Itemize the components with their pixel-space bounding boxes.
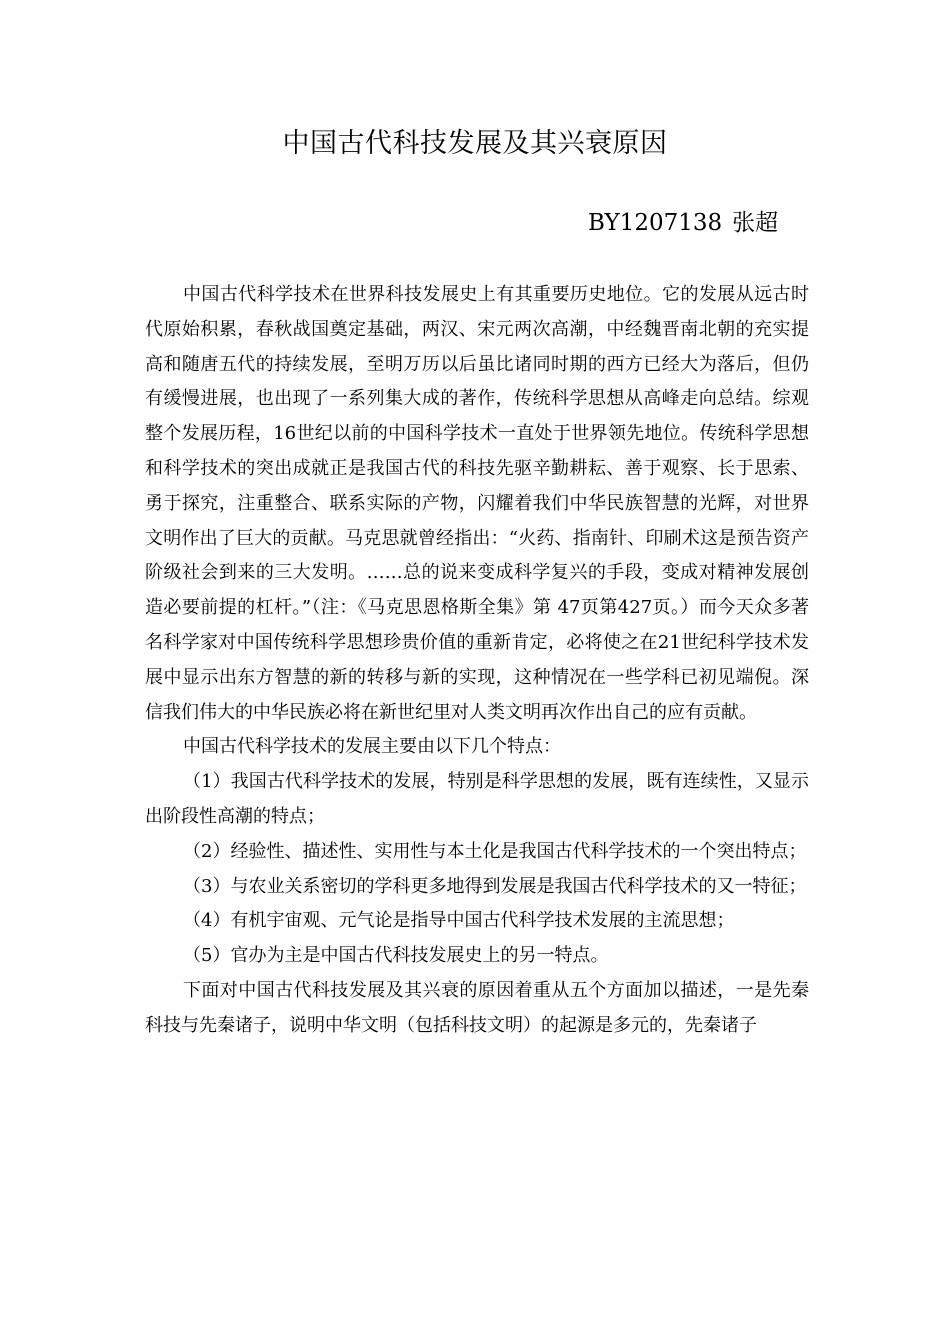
- document-body: [145, 278, 809, 1044]
- author-line: [588, 205, 778, 241]
- author-id: BY1207138: [588, 210, 723, 236]
- paragraph-feature-1: （1）我国古代科学技术的发展，特别是科学思想的发展，既有连续性，又显示出阶段性高潮的特点；: [145, 771, 809, 827]
- paragraph-feature-2: （2）经验性、描述性、实用性与本土化是我国古代科学技术的一个突出特点；: [183, 840, 807, 862]
- paragraph-features-heading: 中国古代科学技术的发展主要由以下几个特点：: [183, 736, 561, 758]
- paragraph-intro: 中国古代科学技术在世界科技发展史上有其重要历史地位。它的发展从远古时代原始积累，春秋战国奠定基础，两汉、宋元两次高潮，中经魏晋南北朝的充实提高和随唐五代的持续发展，至明万历以后虽比诸同时期的西方已经大为落后，但仍有缓慢进展，也出现了一系列集大成的著作，传统科学思想从高峰走向总结。综观整个发展历程，16世纪以前的中国科学技术一直处于世界领先地位。传统科学思想和科学技术的突出成就正是我国古代的科技先驱辛勤耕耘、善于观察、长于思索、勇于探究，注重整合、联系实际的产物，闪耀着我们中华民族智慧的光辉，对世界文明作出了巨大的贡献。马克思就曾经指出：“火药、指南针、印刷术这是预告资产阶级社会到来的三大发明。……总的说来变成科学复兴的手段，变成对精神发展创造必要前提的杠杆。”（注：《马克思恩格斯全集》第 47页第427页。）而今天众多著名科学家对中国传统科学思想珍贵价值的重新肯定，必将使之在21世纪科学技术发展中显示出东方智慧的新的转移与新的实现，这种情况在一些学科已初见端倪。深信我们伟大的中华民族必将在新世纪里对人类文明再次作出自己的应有贡献。: [145, 284, 809, 723]
- paragraph-feature-4: （4）有机宇宙观、元气论是指导中国古代科学技术发展的主流思想；: [183, 910, 735, 932]
- author-name: 张超: [732, 210, 779, 236]
- paragraph-overview: 下面对中国古代科技发展及其兴衰的原因着重从五个方面加以描述，一是先秦科技与先秦诸子，说明中华文明（包括科技文明）的起源是多元的，先秦诸子: [145, 979, 809, 1036]
- document-title: 中国古代科技发展及其兴衰原因: [282, 128, 668, 159]
- paragraph-feature-3: （3）与农业关系密切的学科更多地得到发展是我国古代科学技术的又一特征；: [183, 875, 807, 897]
- paragraph-feature-5: （5）官办为主是中国古代科技发展史上的另一特点。: [183, 945, 609, 967]
